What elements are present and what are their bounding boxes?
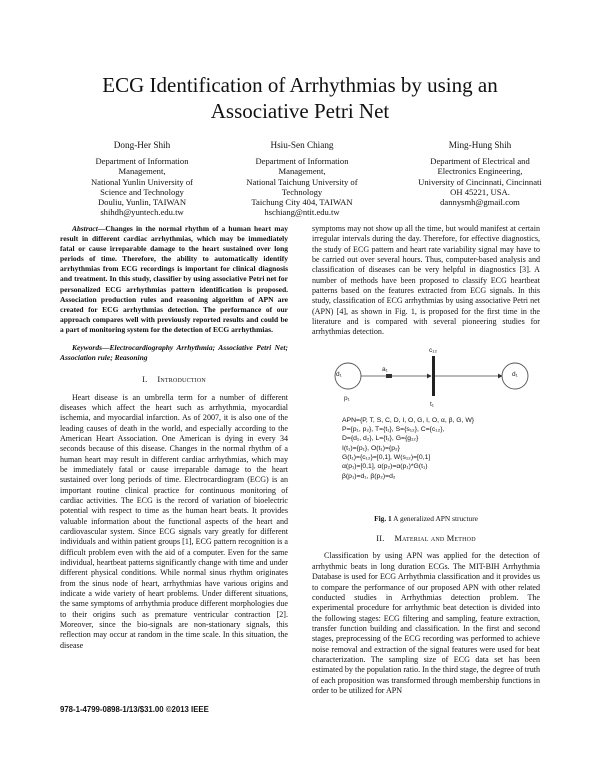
label-p1: p₁: [344, 394, 350, 402]
section-title: Introduction: [157, 375, 206, 385]
label-c12: c₁₂: [429, 346, 437, 354]
formula-line: I(t₁)={p₁}, O(t₁)={p₂}: [342, 444, 400, 452]
author-affiliation-line: Management,: [278, 166, 326, 177]
keywords: Keywords—Electrocardiography Arrhythmia; Associative Petri Net; Association rule; Reasoning: [60, 343, 288, 363]
abstract-text: Changes in the normal rhythm of a human heart may result in different cardiac arrhythmias, which may be immediately fatal or cause irreparable damage to the heart sustained over long periods of time. Therefore, the ability to automatically identify arrhythmias from ECG recordings is important for clinical diagnosis and treatment. In this study, classifier by using associative Petri net for personalized ECG arrhythmias pattern identification is proposed. Association production rules and reasoning algorithm of APN are created for ECG arrhythmias detection. The performance of our approach compares well with previously reported results and could be a part of monitoring system for the detection of ECG arrhythmias.: [60, 224, 288, 334]
formula-line: P={p₁, p₂}, T={t₁}, S={s₁₂}, C={c₁₂},: [342, 426, 445, 434]
author-affiliation-line: University of Cincinnati, Cincinnati: [418, 176, 542, 187]
author-email: hschiang@ntit.edu.tw: [264, 207, 340, 218]
title-line-2: Associative Petri Net: [210, 99, 390, 123]
author-affiliation-line: Technology: [281, 186, 323, 197]
author-affiliation-line: OH 45221, USA.: [450, 186, 510, 197]
figure-caption-text: A generalized APN structure: [393, 513, 478, 523]
formula-line: APN={P, T, S, C, D, I, O, G, I, O, α, β, G, W}: [342, 416, 475, 424]
section-heading-methods: [312, 534, 540, 544]
title-line-1: ECG Identification of Arrhythmias by using an: [102, 73, 498, 97]
figure-caption-label: Fig. 1: [374, 513, 392, 523]
paper-title: [60, 72, 540, 124]
formula-line: G(t₁)={c₁₂}=[0,1], W(s₁₂)=[0,1]: [342, 453, 431, 461]
label-a1: a₁: [382, 365, 388, 373]
author-email: shihdh@yuntech.edu.tw: [100, 207, 184, 218]
section-number: I.: [142, 375, 148, 385]
author-affiliation-line: Department of Electrical and: [430, 156, 530, 167]
author-block-2: [226, 140, 378, 217]
apn-figure: [312, 344, 540, 510]
abstract-lead: Abstract—: [72, 224, 106, 233]
author-affiliation-line: National Yunlin University of: [90, 176, 194, 187]
abstract: [60, 224, 288, 335]
section-title: Material and Method: [394, 534, 476, 544]
intro-paragraph: Heart disease is an umbrella term for a number of different diseases which affect the heart such as arrhythmia, myocardial ischemia, and myocardial infarction. As of 2007, it is also one of the leading causes of death in the world, and especially according to the American Heart Association. One American is dying in every 34 seconds because of this disease. Changes in the normal rhythm of a human heart may result in different cardiac arrhythmias, which may be immediately fatal or cause irreparable damage to the heart sustained over long periods of time. Electrocardiogram (ECG) is an important routine clinical practice for continuous monitoring of cardiac activities. The ECG is the record of variation of bioelectric potential with respect to time as the human heart beats. It provides valuable information about the functional aspects of the heart and cardiovascular system. Since ECG signals vary greatly for different individuals and within patient groups [1], ECG pattern recognition is a difficult problem even with the aid of a computer. Even for the same individual, heartbeat patterns significantly change with time and under different physical conditions. While normal sinus rhythm originates from the sinus node of heart, arrhythmias have various origins and indicate a wide variety of heart problems. Under different situations, the same symptoms of arrhythmia produce different morphologies due to their origins such as premature ventricular contraction [2]. Moreover, since the bio-signals are non-stationary signals, this reflection may occur at random in the time scale. In this situation, the disease: [60, 392, 288, 650]
author-affiliation-line: National Taichung University of: [246, 176, 358, 187]
apn-diagram: [312, 344, 540, 414]
formula-line: α(p₁)=[0,1], α(p₂)=α(p₁)*G(t₁): [342, 463, 428, 471]
copyright-footer: 978-1-4799-0898-1/13/$31.00 ©2013 IEEE: [60, 705, 209, 714]
author-affiliation-line: Department of Information: [255, 156, 349, 167]
figure-caption: [312, 514, 540, 524]
methods-paragraph: Classification by using APN was applied for the detection of arrhythmic beats in long duration ECGs. The MIT-BIH Arrhythmia Database is used for ECG Arrhythmia classification and it provides us to compare the performance of our proposed APN with other related conducted studies in Arrhythmias detection problem. The experimental procedure for arrhythmic beat detection is divided into the following stages: ECG filtering and sampling, feature extraction, transfer function building and classification. In the first and second stages, preprocessing of the ECG recording was performed to achieve noise removal and extraction of the signal features were used for beat characterization. The sampling size of ECG data set has been estimated by the population ratio. In the third stage, the degree of truth of each proposition was transformed through membership functions in order to be utilized for APN: [312, 551, 540, 695]
intro-paragraph-continued: symptoms may not show up all the time, but would manifest at certain irregular intervals during the day. Therefore, for effective diagnostics, the study of ECG pattern and heart rate variability signal may have to be carried out over several hours. Thus, computer-based analysis and classification of diseases can be very helpful in diagnostics [3]. A number of methods have been proposed to classify ECG heartbeat patterns based on the features extracted from ECG signals. In this study, classification of ECG arrhythmias by using associative Petri net (APN) [4], as shown in Fig. 1, is proposed for the first time in the literature and is compared with several pioneering studies for arrhythmias detection.: [312, 224, 540, 337]
weight-mark: [386, 374, 392, 378]
author-affiliation-line: Department of Information: [95, 156, 189, 167]
author-name: Hsiu-Sen Chiang: [270, 140, 334, 150]
label-d1-right: d₁: [512, 370, 518, 378]
formula-line: β(p₁)=d₁, β(p₂)=d₂: [342, 472, 396, 480]
author-block-3: [400, 140, 560, 207]
author-affiliation-line: Electronics Engineering,: [437, 166, 523, 177]
author-affiliation-line: Taichung City 404, TAIWAN: [251, 197, 353, 208]
section-number: II.: [376, 534, 385, 544]
left-column: [60, 224, 288, 651]
transition-t1-bar: [432, 356, 435, 396]
label-t1: t₁: [430, 400, 434, 408]
right-column: [312, 224, 540, 696]
formula-line: D={d₁, d₂}, L={t₁}, G={g₁₂}: [342, 435, 419, 443]
author-email: dannysmh@gmail.com: [440, 197, 520, 208]
apn-formula: [342, 416, 474, 481]
author-affiliation-line: Science and Technology: [100, 186, 184, 197]
section-heading-introduction: [60, 375, 288, 385]
author-affiliation-line: Management,: [118, 166, 166, 177]
author-name: Dong-Her Shih: [113, 140, 171, 150]
author-block-1: [62, 140, 222, 217]
author-name: Ming-Hung Shih: [448, 140, 512, 150]
author-affiliation-line: Douliu, Yunlin, TAIWAN: [97, 197, 187, 208]
label-d1: d₁: [336, 370, 342, 378]
